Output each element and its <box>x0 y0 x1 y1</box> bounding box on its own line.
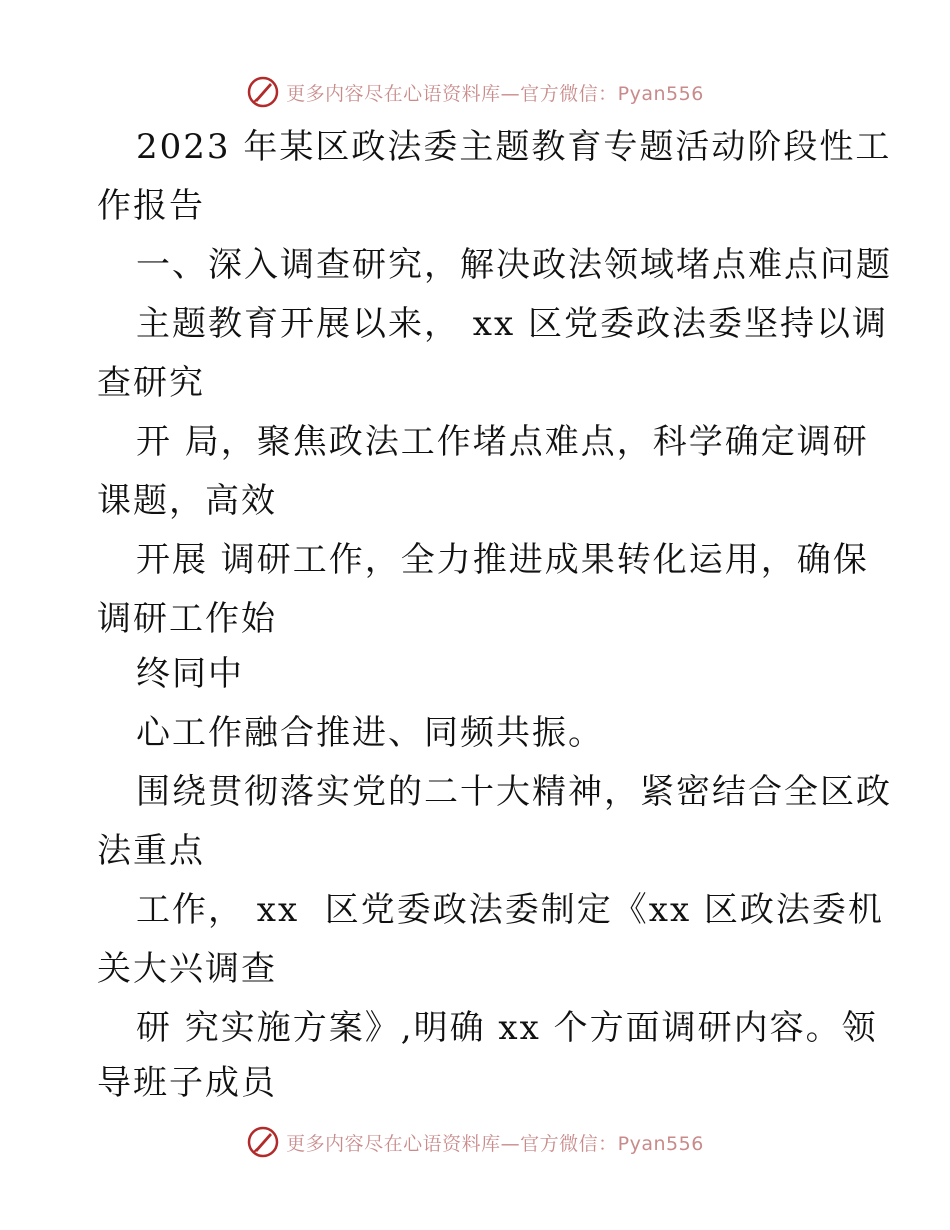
watermark-text: 更多内容尽在心语资料库—官方微信：Pyan556 <box>286 1132 704 1155</box>
doc-line: 课题，高效 <box>97 481 277 521</box>
doc-line: 心工作融合推进、同频共振。 <box>136 713 604 753</box>
section-heading: 一、深入调查研究，解决政法领域堵点难点问题 <box>136 245 892 285</box>
quill-logo-icon <box>246 1125 280 1159</box>
doc-line: 工作， xx 区党委政法委制定《xx 区政法委机 <box>136 890 884 930</box>
doc-line: 2023 年某区政法委主题教育专题活动阶段性工 <box>136 127 892 167</box>
doc-line: 导班子成员 <box>97 1063 277 1103</box>
doc-line: 作报告 <box>97 186 205 226</box>
doc-line: 研 究实施方案》,明确 xx 个方面调研内容。领 <box>136 1008 878 1048</box>
watermark-footer <box>0 1122 950 1162</box>
doc-line: 终同中 <box>136 654 244 694</box>
doc-line: 开 局，聚焦政法工作堵点难点，科学确定调研 <box>136 422 869 462</box>
watermark-header <box>0 72 950 112</box>
doc-line: 围绕贯彻落实党的二十大精神，紧密结合全区政 <box>136 772 892 812</box>
doc-line: 查研究 <box>97 363 205 403</box>
doc-line: 调研工作始 <box>97 599 277 639</box>
doc-line: 法重点 <box>97 831 205 871</box>
quill-logo-icon <box>246 75 280 109</box>
doc-line: 开展 调研工作，全力推进成果转化运用，确保 <box>136 540 869 580</box>
doc-line: 主题教育开展以来， xx 区党委政法委坚持以调 <box>136 304 888 344</box>
doc-line: 关大兴调查 <box>97 949 277 989</box>
watermark-text: 更多内容尽在心语资料库—官方微信：Pyan556 <box>286 82 704 105</box>
